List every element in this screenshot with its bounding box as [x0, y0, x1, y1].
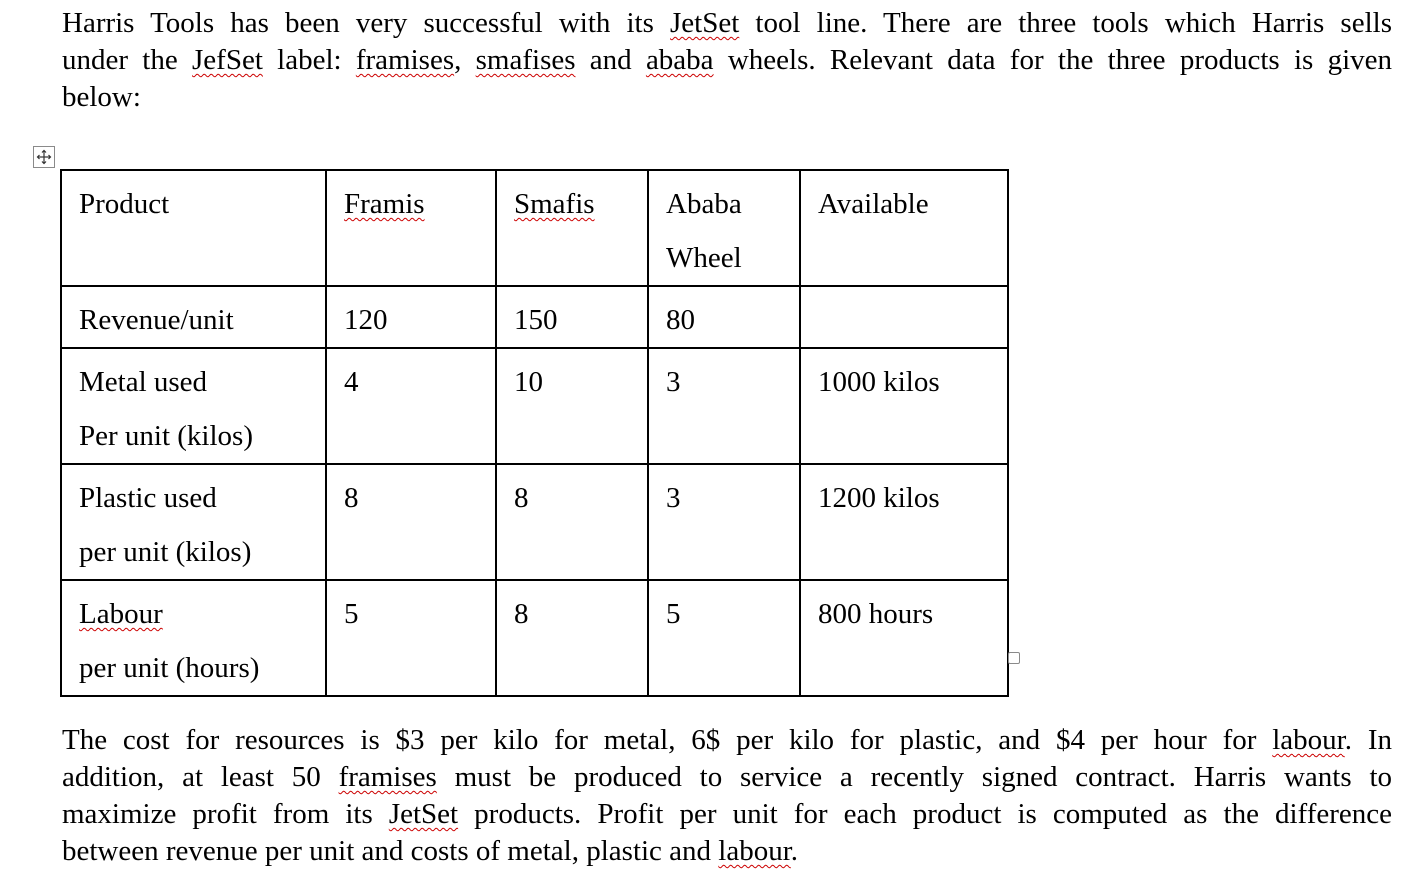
header-cell-available[interactable]: Available: [800, 170, 1008, 286]
row-label-cell[interactable]: Plastic used per unit (kilos): [61, 464, 326, 580]
spellcheck-word-jetset[interactable]: JetSet: [388, 798, 459, 830]
table-row-plastic: [61, 464, 1008, 580]
intro-line-2: under the JefSet label: framises, smafises and ababa wheels. Relevant data for the three products is given: [62, 44, 1393, 76]
smafis-value-cell[interactable]: 10: [496, 348, 648, 464]
smafis-value-cell[interactable]: 8: [496, 464, 648, 580]
table-row-revenue: [61, 286, 1008, 348]
smafis-value-cell[interactable]: 150: [496, 286, 648, 348]
row-label-cell[interactable]: Revenue/unit: [61, 286, 326, 348]
spellcheck-word-smafises[interactable]: smafises: [475, 44, 576, 76]
spellcheck-word-jefset[interactable]: JefSet: [192, 44, 263, 76]
intro-line-1: Harris Tools has been very successful with its JetSet tool line. There are three tools which Harris sells: [62, 7, 1392, 39]
outro-line-1: The cost for resources is $3 per kilo for metal, 6$ per kilo for plastic, and $4 per hour for labour. In: [62, 724, 1392, 756]
framis-value-cell[interactable]: 120: [326, 286, 496, 348]
available-value-cell[interactable]: [800, 286, 1008, 348]
spellcheck-word-labour[interactable]: labour: [718, 835, 791, 867]
spellcheck-word-labour: Labour: [79, 598, 163, 630]
spellcheck-word-framises[interactable]: framises: [355, 44, 455, 76]
intro-paragraph: [62, 5, 1392, 116]
ababa-value-cell[interactable]: 3: [648, 348, 800, 464]
table-row-metal: [61, 348, 1008, 464]
ababa-value-cell[interactable]: 5: [648, 580, 800, 696]
header-cell-framis[interactable]: [326, 170, 496, 286]
header-cell-product[interactable]: Product: [61, 170, 326, 286]
table-move-handle[interactable]: [33, 146, 55, 168]
product-data-table: [60, 169, 1009, 697]
available-value-cell[interactable]: 800 hours: [800, 580, 1008, 696]
move-arrows-icon: [36, 149, 52, 165]
spellcheck-word-framis: Framis: [344, 188, 425, 220]
outro-paragraph: [62, 722, 1392, 870]
spellcheck-word-smafis: Smafis: [514, 188, 595, 220]
table-resize-handle[interactable]: [1008, 652, 1020, 664]
outro-line-2: addition, at least 50 framises must be produced to service a recently signed contract. Harris wants to: [62, 761, 1393, 793]
smafis-value-cell[interactable]: 8: [496, 580, 648, 696]
table-row-labour: [61, 580, 1008, 696]
spellcheck-word-jetset[interactable]: JetSet: [670, 7, 740, 39]
intro-line-3: below:: [62, 81, 141, 113]
spellcheck-word-ababa[interactable]: ababa: [645, 44, 714, 76]
table-header-row: [61, 170, 1008, 286]
available-value-cell[interactable]: 1200 kilos: [800, 464, 1008, 580]
ababa-value-cell[interactable]: 3: [648, 464, 800, 580]
outro-line-3: maximize profit from its JetSet products. Profit per unit for each product is computed as the difference: [62, 798, 1392, 830]
framis-value-cell[interactable]: 4: [326, 348, 496, 464]
row-label-cell[interactable]: Labour per unit (hours): [61, 580, 326, 696]
framis-value-cell[interactable]: 8: [326, 464, 496, 580]
available-value-cell[interactable]: 1000 kilos: [800, 348, 1008, 464]
outro-line-4: between revenue per unit and costs of metal, plastic and labour.: [62, 835, 799, 867]
header-cell-ababa-wheel[interactable]: Ababa Wheel: [648, 170, 800, 286]
spellcheck-word-framises[interactable]: framises: [338, 761, 437, 793]
spellcheck-word-labour[interactable]: labour: [1272, 724, 1345, 756]
row-label-cell[interactable]: Metal used Per unit (kilos): [61, 348, 326, 464]
ababa-value-cell[interactable]: 80: [648, 286, 800, 348]
framis-value-cell[interactable]: 5: [326, 580, 496, 696]
header-cell-smafis[interactable]: [496, 170, 648, 286]
